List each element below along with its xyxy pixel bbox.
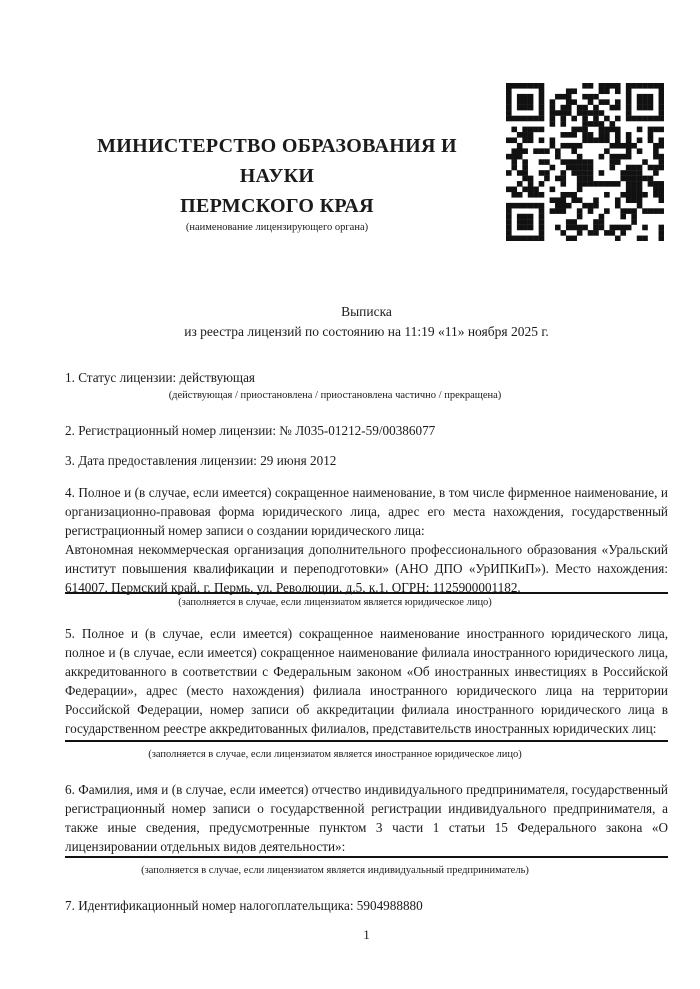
- registration-number-line: 2. Регистрационный номер лицензии: № Л035-01212-59/00386077: [65, 423, 436, 438]
- qr-code-icon: [506, 83, 664, 241]
- legal-entity-answer: Автономная некоммерческая организация дополнительного профессионального образования «Уральский институт повышения квалификации и переподготовки» (АНО ДПО «УрИПКиП»). Место нахождения: 614007, Пермский край, г. Пермь, ул. Революции, д.5, к.1. ОГРН: 1125900001182.: [65, 542, 668, 595]
- document-title: [65, 302, 668, 342]
- foreign-entity-question: 5. Полное и (в случае, если имеется) сокращенное наименование иностранного юридического лица, полное и (в случае, если имеется) сокращенное наименование филиала иностранного юридического лица, аккредитованного в соответствии с Федеральным законом «Об иностранных инвестициях в Российской Федерации», адрес (место нахождения) филиала иностранного юридического лица на территории Российской Федерации, номер записи об аккредитации филиала иностранного юридического лица в государственном реестре аккредитованных филиалов, представительств иностранных юридических лиц:: [65, 626, 668, 736]
- grant-date-line: 3. Дата предоставления лицензии: 29 июня 2012: [65, 453, 337, 468]
- qr-code: [506, 83, 664, 241]
- entrepreneur-caption: (заполняется в случае, если лицензиатом является индивидуальный предприниматель): [141, 865, 529, 876]
- page-number: 1: [363, 927, 370, 942]
- document-body: [65, 368, 668, 915]
- legal-entity-caption: (заполняется в случае, если лицензиатом является юридическое лицо): [178, 597, 492, 608]
- license-status-options-caption: (действующая / приостановлена / приостановлена частично / прекращена): [168, 390, 502, 401]
- taxpayer-id-line: 7. Идентификационный номер налогоплательщика: 5904988880: [65, 898, 423, 913]
- fill-line-foreign-entity: [65, 740, 668, 742]
- license-status-line: 1. Статус лицензии: действующая: [65, 370, 256, 385]
- legal-entity-question: 4. Полное и (в случае, если имеется) сокращенное наименование, в том числе фирменное наименование, и организационно-правовая форма юридического лица, адрес его места нахождения, государственный регистрационный номер записи о создании юридического лица:: [65, 485, 668, 538]
- entrepreneur-question: 6. Фамилия, имя и (в случае, если имеется) отчество индивидуального предпринимателя, государственный регистрационный номер записи о государственной регистрации индивидуального предпринимателя, а также иные сведения, предусмотренные пунктом 3 части 1 статьи 15 Федерального закона «О лицензировании отдельных видов деятельности»:: [65, 782, 668, 854]
- ministry-name-line1: МИНИСТЕРСТВО ОБРАЗОВАНИЯ И НАУКИ: [97, 135, 457, 187]
- foreign-entity-caption: (заполняется в случае, если лицензиатом является иностранное юридическое лицо): [148, 749, 522, 760]
- title-line2: из реестра лицензий по состоянию на 11:19 «11» ноября 2025 г.: [184, 324, 549, 339]
- licensing-authority-header: [65, 131, 489, 235]
- fill-line-entrepreneur: [65, 856, 668, 858]
- authority-caption: (наименование лицензирующего органа): [185, 222, 369, 233]
- title-line1: Выписка: [341, 304, 392, 319]
- ministry-name-line2: ПЕРМСКОГО КРАЯ: [180, 195, 374, 217]
